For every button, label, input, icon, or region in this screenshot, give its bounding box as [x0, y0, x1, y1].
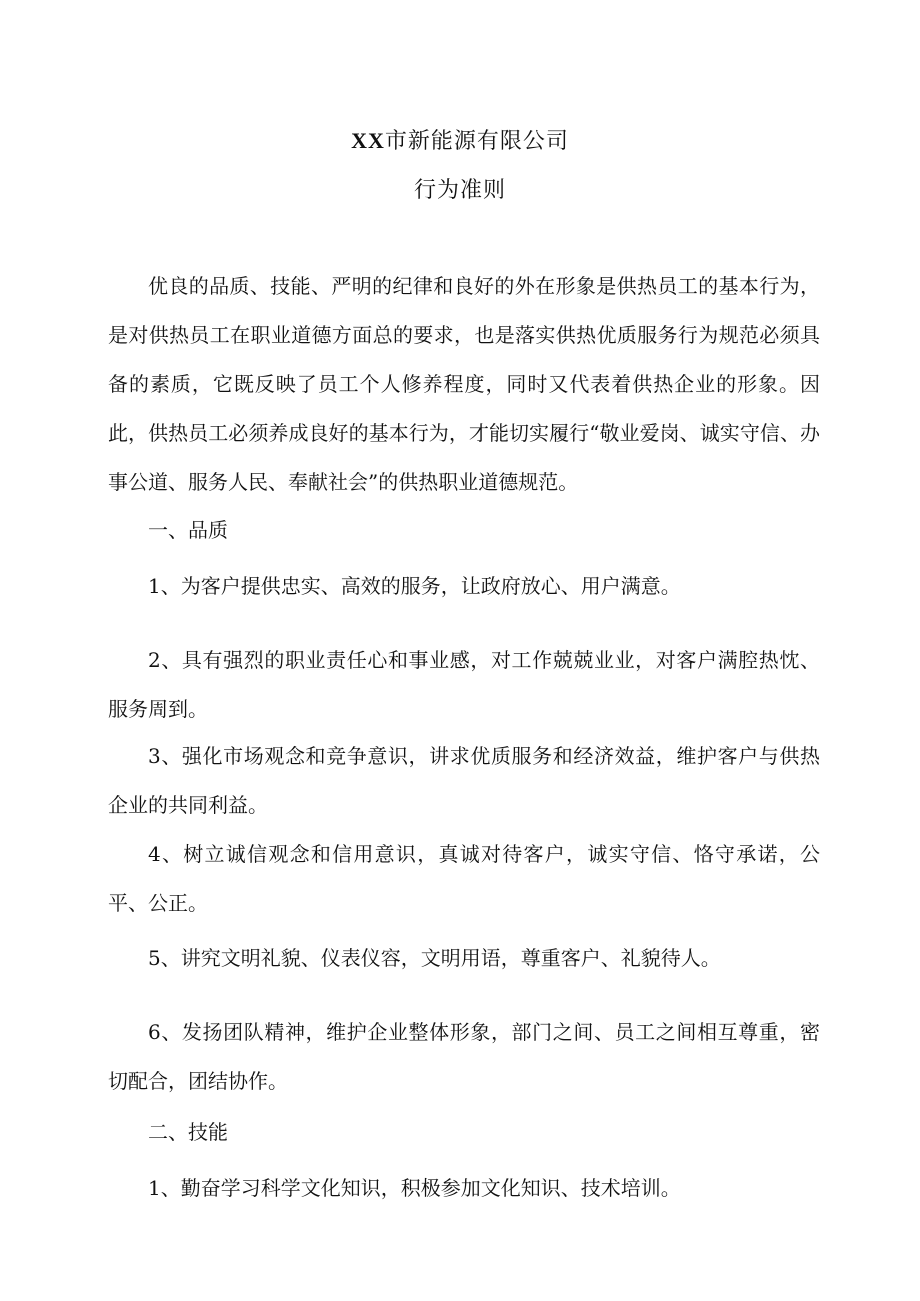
quality-item-6: 6、发扬团队精神，维护企业整体形象，部门之间、员工之间相互尊重，密切配合，团结协作。: [108, 1020, 820, 1093]
quality-item-2: 2、具有强烈的职业责任心和事业感，对工作兢兢业业，对客户满腔热忱、服务周到。: [108, 648, 820, 721]
title-rest: 市新能源有限公司: [384, 129, 569, 154]
title-prefix: XX: [351, 128, 385, 153]
document-title: [0, 126, 920, 157]
quality-item-5: 5、讲究文明礼貌、仪表仪容，文明用语，尊重客户、礼貌待人。: [148, 946, 721, 970]
quality-item-3: 3、强化市场观念和竞争意识，讲求优质服务和经济效益，维护客户与供热企业的共同利益。: [108, 744, 820, 817]
document-subtitle: 行为准则: [413, 178, 506, 203]
section-heading-quality: 一、品质: [148, 518, 228, 542]
quality-item-4: 4、树立诚信观念和信用意识，真诚对待客户，诚实守信、恪守承诺，公平、公正。: [108, 842, 820, 915]
section-heading-skills: 二、技能: [148, 1120, 228, 1144]
skills-item-1: 1、勤奋学习科学文化知识，积极参加文化知识、技术培训。: [148, 1176, 681, 1200]
intro-paragraph: 优良的品质、技能、严明的纪律和良好的外在形象是供热员工的基本行为，是对供热员工在职业道德方面总的要求，也是落实供热优质服务行为规范必须具备的素质，它既反映了员工个人修养程度，同时又代表着供热企业的形象。因此，供热员工必须养成良好的基本行为，才能切实履行“敬业爱岗、诚实守信、办事公道、服务人民、奉献社会”的供热职业道德规范。: [108, 274, 820, 494]
quality-item-1: 1、为客户提供忠实、高效的服务，让政府放心、用户满意。: [148, 574, 681, 598]
